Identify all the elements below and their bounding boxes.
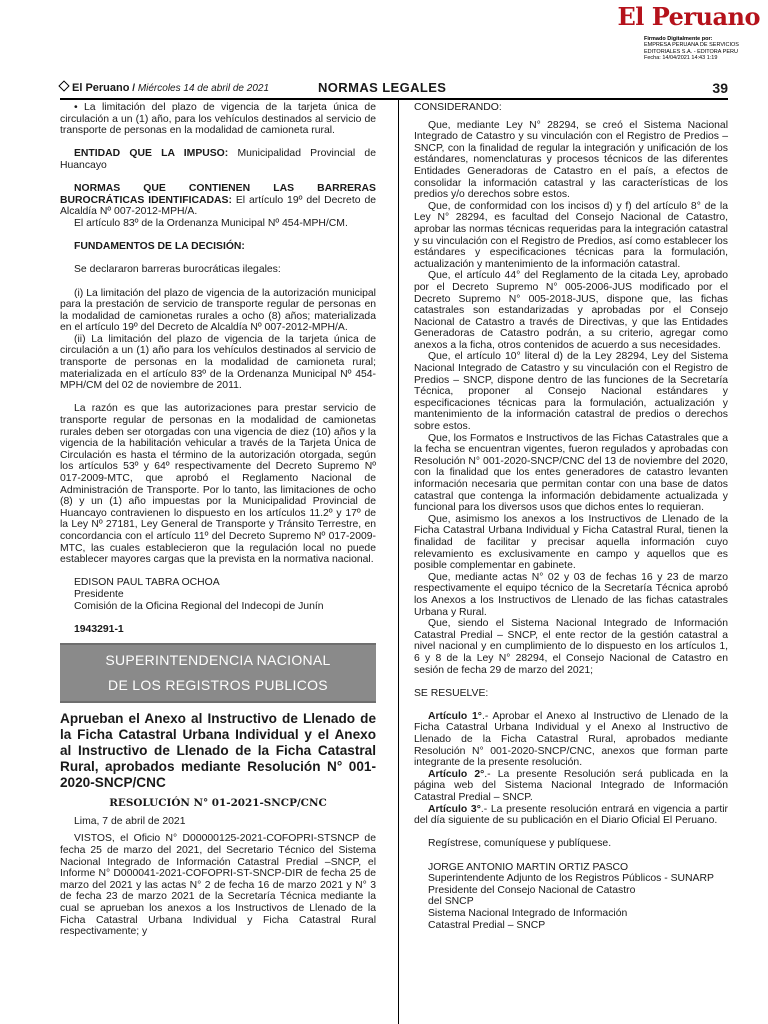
el-peruano-logo <box>610 2 760 36</box>
section-label: SE RESUELVE: <box>414 687 489 699</box>
header-separator: / <box>132 83 136 94</box>
signer-line: del SNCP <box>428 896 474 908</box>
resolution-number: RESOLUCIÓN N° 01-2021-SNCP/CNC <box>109 797 327 810</box>
paragraph: VISTOS, el Oficio N° D00000125-2021-COFOPRI-STSNCP de fecha 25 de marzo del 2021, del Secretario Técnico del Sistema Nacional Integrado de Información Catastral Predial –SNCP, el Informe N° D000041-2021-COFOPRI-ST-SNCP-DIR de fecha 25 de marzo del 2021 y las actas N° 2 de fecha 16 de marzo 2021 y N° 3 de fecha 23 de marzo 2021 de la Secretaría Técnica mediante la cual se aprueban los anexos a los Instructivos de Llenado de la Ficha Catastral Urbana Individual y Ficha Catastral Rural respectivamente; y <box>60 833 376 938</box>
text: Municipalidad Provincial de Huancayo <box>60 148 376 171</box>
article-label: Artículo 1° <box>428 710 482 722</box>
paragraph: Que, los Formatos e Instructivos de las Fichas Catastrales que a la fecha se encuentran vigentes, fueron regulados y aprobadas con Resolución N° 001-2020-SNCP/CNC del 13 de noviembre del 2020, con la finalidad que los entes generadores de catastro levanten información necesaria que permitan contar con una base de datos catastral que contenga la información debidamente actualizada y funcional para los diversos usos que dichos entes lo requieran. <box>414 432 728 514</box>
signer-line: Catastral Predial – SNCP <box>428 919 546 931</box>
article <box>414 711 728 769</box>
agency-line: SUPERINTENDENCIA NACIONAL <box>105 652 331 669</box>
paragraph <box>60 183 376 218</box>
paragraph: La razón es que las autorizaciones para prestar servicio de transporte regular de personas en la modalidad de camionetas rurales deben ser otorgadas con una vigencia de diez (10) años y la vigencia de la habilitación vehicular a través de la Tarjeta Única de Circulación es hasta el término de la autorización otorgada, según los artículos 53º y 64º respectivamente del Decreto Supremo Nº 017-2009-MTC, que aprobó el Reglamento Nacional de Administración de Transporte. Por lo tanto, las limitaciones de ocho (8) y un (1) año impuestas por la Municipalidad Provincial de Huancayo contravienen lo dispuesto en los artículos 11.2º y 17º de la Ley Nº 27181, Ley General de Transporte y Tránsito Terrestre, en concordancia con el artículo 11º del Decreto Supremo Nº 017-2009-MTC, las cuales establecieron que la regulación local no puede establecer mayores cargas que la prevista en la normativa nacional. <box>60 403 376 566</box>
article <box>414 769 728 804</box>
paragraph: Que, mediante Ley N° 28294, se creó el Sistema Nacional Integrado de Catastro y su vinculación con el Registro de Predios – SNCP, con la finalidad de regular la integración y unificación de los estándares, nomenclaturas y procesos técnicos de las diferentes Entidades Generadoras de Catastro en el país, a efectos de consolidar la información catastral y las características de los predios y/o derechos sobre estos. <box>414 119 728 201</box>
article <box>414 804 728 827</box>
paragraph <box>60 148 376 171</box>
signer-line: Presidente del Consejo Nacional de Catastro <box>428 884 636 896</box>
signer-line: Sistema Nacional Integrado de Información <box>428 907 628 919</box>
document-code: 1943291-1 <box>74 623 124 635</box>
closing-formula: Regístrese, comuníquese y publíquese. <box>428 838 612 850</box>
right-column <box>414 102 728 931</box>
paragraph: Se declararon barreras burocráticas ilegales: <box>74 264 281 276</box>
agency-line: DE LOS REGISTROS PUBLICOS <box>108 677 328 694</box>
paragraph: Que, de conformidad con los incisos d) y f) del artículo 8° de la Ley N° 28294, es facultad del Consejo Nacional de Catastro, aprobar las normas técnicas requeridas para la integración catastral y su vinculación con el Registro de Predios, así como establecer los estándares y especificaciones técnicas para la formulación, actualización y mantenimiento de la información catastral. <box>414 200 728 270</box>
signer-role: Presidente <box>74 588 124 600</box>
page-number: 39 <box>712 80 728 96</box>
section-title: NORMAS LEGALES <box>318 80 447 95</box>
paragraph: Que, siendo el Sistema Nacional Integrado de Información Catastral Predial – SNCP, el ente rector de la gestión catastral a nivel nacional y en cumplimiento de lo dispuesto en los artículos 1, 6 y 8 de la Ley N° 28294, el Consejo Nacional de Catastro en sesión de fecha 29 de marzo del 2021; <box>414 618 728 676</box>
article-label: Artículo 3° <box>428 803 481 815</box>
signer-line: JORGE ANTONIO MARTIN ORTIZ PASCO <box>428 861 629 873</box>
paragraph: (i) La limitación del plazo de vigencia de la autorización municipal para la prestación de servicio de transporte regular de personas en la modalidad de camionetas rurales a ocho (8) años; materializada en el artículo 19º del Decreto de Alcaldía Nº 007-2012-MPH/A. <box>60 287 376 334</box>
signature-line: EDITORIALES S.A. - EDITORA PERU <box>644 48 738 55</box>
article-text: .- La presente Resolución será publicada en la página web del Sistema Nacional Integrado de Información Catastral Predial – SNCP. <box>414 768 728 804</box>
signer-name: EDISON PAUL TABRA OCHOA <box>74 577 220 589</box>
label: ENTIDAD QUE LA IMPUSO: <box>74 148 229 160</box>
text: El artículo 19º del Decreto de Alcaldía Nº 007-2012-MPH/A. <box>60 194 376 218</box>
page-header <box>60 80 728 100</box>
article-text: .- La presente resolución entrará en vigencia a partir del día siguiente de su publicación en el Diario Oficial El Peruano. <box>414 803 729 827</box>
agency-banner <box>60 643 376 703</box>
signer-line: Superintendente Adjunto de los Registros Públicos - SUNARP <box>428 873 714 885</box>
publication-name: El Peruano <box>72 82 130 94</box>
diamond-icon <box>58 80 69 91</box>
paragraph: Que, el artículo 44° del Reglamento de la citada Ley, aprobado por el Decreto Supremo N° 005-2006-JUS modificado por el Decreto Supremo N° 005-2018-JUS, dispone que, las fichas catastrales son estandarizadas y aprobadas por el Consejo Nacional de Catastro a través de Directivas, y que las Entidades Generadoras de Catastro podrán, a su criterio, agregar como anexos a la ficha, otros contenidos de acuerdo a sus necesidades. <box>414 270 728 351</box>
digital-signature <box>644 36 768 62</box>
signature-line: Firmado Digitalmente por: <box>644 36 713 42</box>
signature-line: EMPRESA PERUANA DE SERVICIOS <box>644 42 739 49</box>
paragraph: (ii) La limitación del plazo de vigencia de la tarjeta única de circulación a un (1) año para los vehículos destinados al servicio de transporte de personas en la modalidad de camioneta rural; materializada en el artículo 83º de la Ordenanza Municipal Nº 454-MPH/CM del 02 de noviembre de 2011. <box>60 333 376 392</box>
paragraph: Que, mediante actas N° 02 y 03 de fechas 16 y 23 de marzo respectivamente el equipo técnico de la Secretaría Técnica aprobó los Anexos a los Instructivos de Llenado de las fichas catastrales Urbana y Rural. <box>414 571 728 618</box>
publication-date: Miércoles 14 de abril de 2021 <box>137 83 270 94</box>
section-label: FUNDAMENTOS DE LA DECISIÓN: <box>74 241 245 253</box>
resolution-title: Aprueban el Anexo al Instructivo de Llenado de la Ficha Catastral Urbana Individual y el Anexo al Instructivo de Llenado de la Ficha Catastral Rural, aprobados mediante Resolución N° 001-2020-SNCP/CNC <box>60 711 376 790</box>
paragraph: El artículo 83º de la Ordenanza Municipal Nº 454-MPH/CM. <box>74 217 348 229</box>
signature-line: Fecha: 14/04/2021 14:43 1:19 <box>644 55 718 62</box>
left-column <box>60 102 376 938</box>
paragraph: Que, asimismo los anexos a los Instructivos de Llenado de la Ficha Catastral Urbana Individual y Ficha Catastral Rural, tienen la finalidad de facilitar y precisar aquella información cuyo relevamiento es exclusivamente en campo y aquellos que es posible complementar en gabinete. <box>414 513 728 572</box>
paragraph: Que, el artículo 10° literal d) de la Ley 28294, Ley del Sistema Nacional Integrado de Catastro y su vinculación con el Registro de Predios – SNCP, dispone dentro de las funciones de la Secretaría Técnica, proponer al Consejo Nacional estándares y especificaciones técnicas para la formulación, actualización y mantenimiento de la información catastral de predios o derechos sobre estos. <box>414 351 728 433</box>
header-publication <box>60 82 269 94</box>
section-label: CONSIDERANDO: <box>414 102 502 113</box>
signer-org: Comisión de la Oficina Regional del Indecopi de Junín <box>74 600 324 612</box>
column-divider <box>398 100 399 1024</box>
label: NORMAS QUE CONTIENEN LAS BARRERAS BUROCRÁTICAS IDENTIFICADAS: <box>60 183 376 206</box>
article-text: .- Aprobar el Anexo al Instructivo de Llenado de la Ficha Catastral Urbana Individual y el Anexo al Instructivo de Llenado de la Ficha Catastral Rural, aprobados mediante Resolución N° 001-2020-SNCP/CNC, anexos que forman parte integrante de la presente resolución. <box>414 710 728 769</box>
logo-wordmark: El Peruano <box>617 2 760 31</box>
place-date: Lima, 7 de abril de 2021 <box>74 815 186 827</box>
article-label: Artículo 2° <box>428 768 485 780</box>
paragraph: • La limitación del plazo de vigencia de la tarjeta única de circulación a un (1) año, para los vehículos destinados al servicio de transporte de personas en la modalidad de camioneta rural. <box>60 102 376 137</box>
